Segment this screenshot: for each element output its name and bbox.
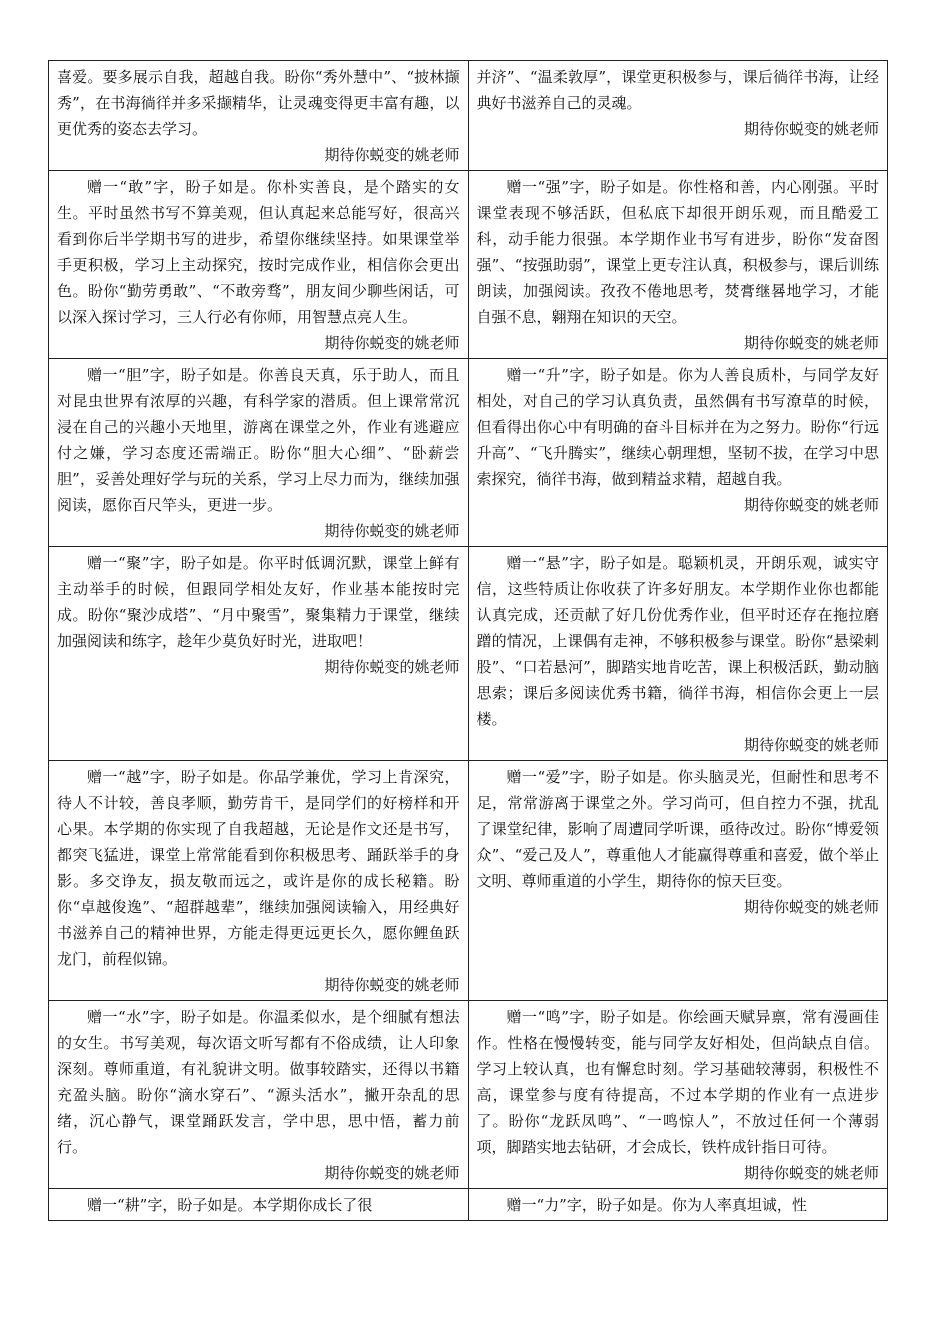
table-row (49, 547, 888, 761)
comment-cell (468, 1001, 888, 1189)
table-row (49, 1189, 888, 1221)
teacher-signature: 期待你蜕变的姚老师 (743, 334, 879, 352)
comment-text: 赠一“胆”字，盼子如是。你善良天真，乐于助人，而且对昆虫世界有浓厚的兴趣，有科学家的潜质。但上课常常沉浸在自己的兴趣小天地里，游离在课堂之外，作业有逃避应付之嫌，学习态度还需端正。盼你“胆大心细”、“卧薪尝胆”，妥善处理好学与玩的关系，学习上尽力而为，继续加强阅读，愿你百尺竿头，更进一步。 (57, 366, 460, 514)
table-row (49, 359, 888, 547)
comment-text: 赠一“力”字，盼子如是。你为人率真坦诚，性 (506, 1196, 807, 1214)
table-row (49, 61, 888, 171)
comment-cell (468, 547, 888, 761)
comment-text: 赠一“强”字，盼子如是。你性格和善，内心刚强。平时课堂表现不够活跃，但私底下却很开朗乐观，而且酷爱工科，动手能力很强。本学期作业书写有进步，盼你“发奋图强”、“按强助弱”，课堂上更专注认真，积极参与，课后训练朗读，加强阅读。孜孜不倦地思考，焚膏继晷地学习，才能自强不息，翱翔在知识的天空。 (476, 178, 879, 326)
teacher-signature: 期待你蜕变的姚老师 (324, 1164, 460, 1182)
comment-text: 喜爱。要多展示自我，超越自我。盼你“秀外慧中”、“披林撷秀”，在书海徜徉并多采撷精华，让灵魂变得更丰富有趣，以更优秀的姿态去学习。 (57, 68, 460, 138)
comment-cell (49, 1001, 469, 1189)
comment-cell (49, 547, 469, 761)
table-row (49, 171, 888, 359)
comment-text: 赠一“水”字，盼子如是。你温柔似水，是个细腻有想法的女生。书写美观，每次语文听写都有不俗成绩，让人印象深刻。尊师重道，有礼貌讲文明。做事较踏实，还得以书籍充盈头脑。盼你“滴水穿石”、“源头活水”，撇开杂乱的思绪，沉心静气，课堂踊跃发言，学中思，思中悟，蓄力前行。 (57, 1008, 460, 1156)
teacher-signature: 期待你蜕变的姚老师 (324, 522, 460, 540)
teacher-signature: 期待你蜕变的姚老师 (324, 146, 460, 164)
comment-cell (468, 61, 888, 171)
comment-cell (49, 171, 469, 359)
comment-text: 赠一“鸣”字，盼子如是。你绘画天赋异禀，常有漫画佳作。性格在慢慢转变，能与同学友好相处，但尚缺点自信。学习上较认真，也有懈怠时刻。学习基础较薄弱，积极性不高，课堂参与度有待提高，不过本学期的作业有一点进步了。盼你“龙跃凤鸣”、“一鸣惊人”，不放过任何一个薄弱项，脚踏实地去钻研，才会成长，铁杵成针指日可待。 (476, 1008, 879, 1156)
teacher-signature: 期待你蜕变的姚老师 (743, 120, 879, 138)
comment-text: 并济”、“温柔敦厚”，课堂更积极参与，课后徜徉书海，让经典好书滋养自己的灵魂。 (476, 68, 879, 112)
comment-text: 赠一“聚”字，盼子如是。你平时低调沉默，课堂上鲜有主动举手的时候，但跟同学相处友好，作业基本能按时完成。盼你“聚沙成塔”、“月中聚雪”，聚集精力于课堂，继续加强阅读和练字，趁年少莫负好时光，进取吧！ (57, 554, 460, 650)
comment-cell (49, 761, 469, 1001)
teacher-signature: 期待你蜕变的姚老师 (743, 496, 879, 514)
comment-cell (468, 359, 888, 547)
teacher-signature: 期待你蜕变的姚老师 (324, 976, 460, 994)
comment-text: 赠一“悬”字，盼子如是。聪颖机灵，开朗乐观，诚实守信，这些特质让你收获了许多好朋友。本学期作业你也都能认真完成，还贡献了好几份优秀作业，但平时还存在拖拉磨蹭的情况，上课偶有走神，不够积极参与课堂。盼你“悬梁刺股”、“口若悬河”，脚踏实地肯吃苦，课上积极活跃，勤动脑思索；课后多阅读优秀书籍，徜徉书海，相信你会更上一层楼。 (476, 554, 879, 728)
teacher-signature: 期待你蜕变的姚老师 (324, 658, 460, 676)
comment-text: 赠一“敢”字，盼子如是。你朴实善良，是个踏实的女生。平时虽然书写不算美观，但认真起来总能写好，很高兴看到你后半学期书写的进步，希望你继续坚持。如果课堂举手更积极，学习上主动探究，按时完成作业，相信你会更出色。盼你“勤劳勇敢”、“不敢旁骛”，朋友间少聊些闲话，可以深入探讨学习，三人行必有你师，用智慧点亮人生。 (57, 178, 460, 326)
teacher-signature: 期待你蜕变的姚老师 (743, 898, 879, 916)
comment-cell (49, 1189, 469, 1221)
comment-text: 赠一“耕”字，盼子如是。本学期你成长了很 (87, 1196, 373, 1214)
comments-table (48, 60, 888, 1221)
comment-text: 赠一“升”字，盼子如是。你为人善良质朴，与同学友好相处，对自己的学习认真负责，虽然偶有书写潦草的时候，但看得出你心中有明确的奋斗目标并在为之努力。盼你“行远升高”、“飞升腾实”，继续心朝理想，坚韧不拔，在学习中思索探究，徜徉书海，做到精益求精，超越自我。 (476, 366, 879, 488)
teacher-signature: 期待你蜕变的姚老师 (324, 334, 460, 352)
comment-cell (468, 761, 888, 1001)
comments-table-body (49, 61, 888, 1221)
teacher-signature: 期待你蜕变的姚老师 (743, 736, 879, 754)
comment-text: 赠一“越”字，盼子如是。你品学兼优，学习上肯深究，待人不计较，善良孝顺，勤劳肯干，是同学们的好榜样和开心果。本学期的你实现了自我超越，无论是作文还是书写，都突飞猛进，课堂上常常能看到你积极思考、踊跃举手的身影。多交诤友，损友敬而远之，或许是你的成长秘籍。盼你“卓越俊逸”、“超群越辈”，继续加强阅读输入，用经典好书滋养自己的精神世界，方能走得更远更长久，愿你鲤鱼跃龙门，前程似锦。 (57, 768, 460, 968)
comment-cell (49, 359, 469, 547)
comment-cell (49, 61, 469, 171)
table-row (49, 1001, 888, 1189)
table-row (49, 761, 888, 1001)
comment-cell (468, 1189, 888, 1221)
teacher-signature: 期待你蜕变的姚老师 (743, 1164, 879, 1182)
comment-cell (468, 171, 888, 359)
comment-text: 赠一“爱”字，盼子如是。你头脑灵光，但耐性和思考不足，常常游离于课堂之外。学习尚可，但自控力不强，扰乱了课堂纪律，影响了周遭同学听课，亟待改过。盼你“博爱领众”、“爱己及人”，尊重他人才能赢得尊重和喜爱，做个举止文明、尊师重道的小学生，期待你的惊天巨变。 (476, 768, 879, 890)
